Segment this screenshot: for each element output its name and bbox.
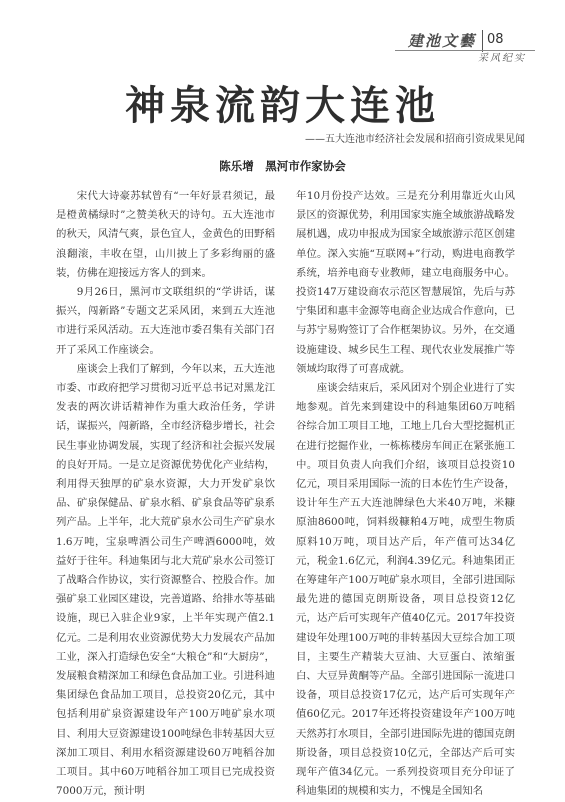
article-author: 陈乐增 黑河市作家协会	[219, 159, 346, 173]
header-divider	[395, 50, 535, 51]
body-paragraph: 座谈会结束后，采风团对个别企业进行了实地参观。首先来到建设中的科迪集团60万吨稻谷综合加工项目工地，工地上几台大型挖掘机正在进行挖掘作业，一栋栋楼房车间正在紧张施工中。项目负责人向我们介绍，该项目总投资10亿元，项目采用国际一流的日本佐竹生产设备，设计年生产五大连池牌绿色大米40万吨，米糠原油8600吨，饲料级糠粕4万吨，成型生物质原料10万吨，项目达产后，年产值可达34亿元，税金1.6亿元，利润4.39亿元。科迪集团正在筹建年产100万吨矿泉水项目，全部引进国际最先进的德国克朗斯设备，项目总投资12亿元，达产后可实现年产值40亿元。2017年投资建设年处理100万吨的非转基因大豆综合加工项目，主要生产精装大豆油、大豆蛋白、浓缩蛋白、大豆异黄酮等产品。全部引进国际一流进口设备，项目总投资17亿元，达产后可实现年产值60亿元。2017年还将投资建设年产100万吨天然苏打水项目，全部引进国际先进的德国克朗斯设备，项目总投资10亿元，全部达产后可实现年产值34亿元。一系列投资项目充分印证了科迪集团的规模和实力，不愧是全国知名	[296, 382, 515, 798]
article-title: 神泉流韵大连池	[125, 83, 440, 129]
magazine-brand: 建池文藝	[397, 30, 483, 52]
body-column-right	[296, 187, 515, 802]
page-number: 08	[487, 32, 504, 47]
body-paragraph: 年10月份投产达效。三是充分利用靠近火山风景区的资源优势，利用国家实施全域旅游战略发展机遇，成功申报成为国家全域旅游示范区创建单位。深入实施“互联网+”行动，购进电商教学系统，培养电商专业教师，建立电商服务中心。投资147万建设商农示范区智慧展馆，先后与苏宁集团和惠丰金源等电商企业达成合作意向，已与苏宁易购签订了合作框架协议。另外，在交通设施建设、城乡民生工程、现代农业发展推广等领域均取得了可喜成就。	[296, 190, 515, 375]
body-column-left	[56, 187, 275, 802]
column-name: 采风纪实	[478, 53, 526, 64]
article-subtitle: ——五大连池市经济社会发展和招商引资成果见闻	[305, 134, 525, 145]
body-paragraph: 宋代大诗豪苏轼曾有“一年好景君须记，最是橙黄橘绿时”之赞美秋天的诗句。五大连池市的秋天，风清气爽，景色宜人，金黄色的田野稻浪翻滚，丰收在望，山川披上了多彩绚丽的盛装，仿佛在迎接远方客人的到来。	[56, 190, 275, 279]
body-paragraph: 座谈会上我们了解到，今年以来，五大连池市委、市政府把学习贯彻习近平总书记对黑龙江发表的两次讲话精神作为重大政治任务，学讲话，谋振兴，闯新路，全市经济稳步增长，社会民生事业协调发展，实现了经济和社会振兴发展的良好开局。一是立足资源优势优化产业结构，利用得天独厚的矿泉水资源，大力开发矿泉饮品、矿泉保健品、矿泉水稻、矿泉食品等矿泉系列产品。上半年，北大荒矿泉水公司生产矿泉水1.6万吨，宝泉啤酒公司生产啤酒6000吨，效益好于往年。科迪集团与北大荒矿泉水公司签订了战略合作协议，实行资源整合、控股合作。加强矿泉工业园区建设，完善道路、给排水等基础设施，现已入驻企业9家，上半年实现产值2.1亿元。二是利用农业资源优势大力发展农产品加工业，深入打造绿色安全“大粮仓”和“大厨房”，发展粮食精深加工和绿色食品加工业。引进科迪集团绿色食品加工项目，总投资20亿元，其中包括利用矿泉资源建设年产100万吨矿泉水项目、利用大豆资源建设100吨绿色非转基因大豆深加工项目、利用水稻资源建设60万吨稻谷加工项目。其中60万吨稻谷加工项目已完成投资7000万元，预计明	[56, 362, 275, 798]
body-paragraph: 9月26日，黑河市文联组织的“学讲话，谋振兴，闯新路”专题文艺采风团，来到五大连池市进行采风活动。五大连池市委召集有关部门召开了采风工作座谈会。	[56, 286, 275, 356]
